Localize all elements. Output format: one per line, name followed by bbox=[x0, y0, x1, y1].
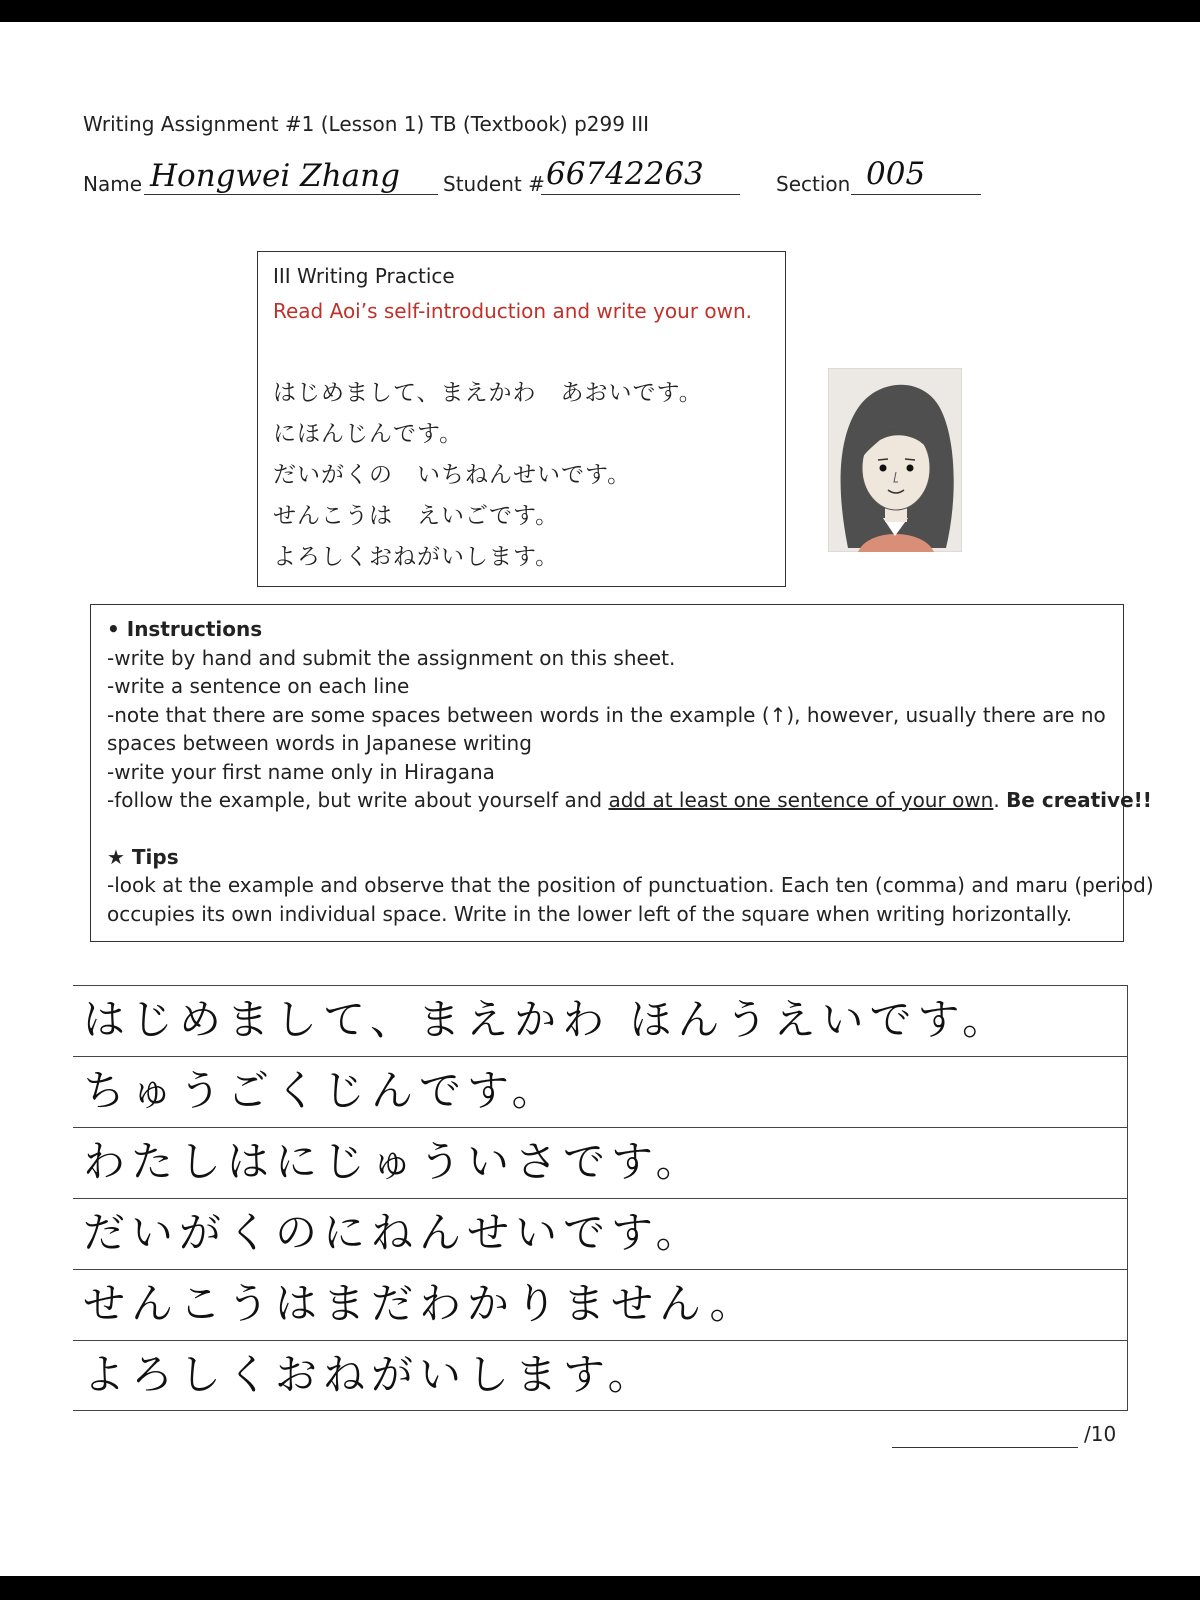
top-border-bar bbox=[0, 0, 1200, 22]
example-line: にほんじんです。 bbox=[273, 421, 464, 447]
student-number-line bbox=[541, 194, 740, 195]
handwritten-sentence: はじめまして、まえかわ ほんうえいです。 bbox=[83, 995, 1011, 1044]
name-handwritten-value: Hongwei Zhang bbox=[150, 158, 400, 194]
handwritten-sentence: よろしくおねがいします。 bbox=[83, 1350, 656, 1399]
example-line: せんこうは えいごです。 bbox=[273, 503, 560, 529]
instruction-line: -write by hand and submit the assignment on this sheet. bbox=[107, 646, 676, 670]
section-label: Section bbox=[776, 172, 851, 196]
score-total: /10 bbox=[1084, 1422, 1117, 1446]
tips-heading: ★ Tips bbox=[107, 845, 179, 869]
writing-practice-box bbox=[257, 251, 786, 587]
instruction-line: -write your first name only in Hiragana bbox=[107, 760, 495, 784]
writing-row bbox=[73, 985, 1128, 1056]
instruction-line-creative bbox=[107, 788, 1152, 812]
example-line: はじめまして、まえかわ あおいです。 bbox=[273, 380, 703, 406]
instructions-box bbox=[90, 604, 1154, 942]
example-line: よろしくおねがいします。 bbox=[273, 544, 560, 570]
aoi-portrait-illustration bbox=[828, 368, 962, 552]
example-line: だいがくの いちねんせいです。 bbox=[273, 462, 632, 488]
score-blank-line bbox=[892, 1447, 1078, 1448]
handwritten-sentence: だいがくのにねんせいです。 bbox=[83, 1208, 704, 1257]
student-number-handwritten-value: 66742263 bbox=[546, 156, 704, 192]
instruction-line: -note that there are some spaces between words in the example (↑), however, usually there are no bbox=[107, 703, 1106, 727]
writing-row bbox=[73, 1340, 1128, 1411]
instruction-line: -write a sentence on each line bbox=[107, 674, 410, 698]
assignment-title: Writing Assignment #1 (Lesson 1) TB (Textbook) p299 III bbox=[83, 112, 650, 136]
section-line bbox=[851, 194, 981, 195]
name-label: Name bbox=[83, 172, 143, 196]
instruction-underlined-text: add at least one sentence of your own bbox=[608, 788, 994, 812]
name-line bbox=[144, 194, 438, 195]
bottom-border-bar bbox=[0, 1576, 1200, 1600]
handwritten-sentence: せんこうはまだわかりません。 bbox=[83, 1279, 758, 1328]
tips-line: -look at the example and observe that the position of punctuation. Each ten (comma) and maru (period) bbox=[107, 873, 1154, 897]
practice-heading: III Writing Practice bbox=[273, 264, 455, 288]
instruction-text: -follow the example, but write about yourself and bbox=[107, 788, 609, 812]
instructions-heading: • Instructions bbox=[107, 617, 263, 641]
tips-line: occupies its own individual space. Write in the lower left of the square when writing horizontally. bbox=[107, 902, 1073, 926]
handwritten-sentence: ちゅうごくじんです。 bbox=[83, 1066, 560, 1115]
instruction-bold-text: Be creative!! bbox=[1006, 788, 1152, 812]
instruction-line: spaces between words in Japanese writing bbox=[107, 731, 532, 755]
handwritten-sentence: わたしはにじゅういさです。 bbox=[83, 1137, 704, 1186]
writing-row bbox=[73, 1056, 1128, 1127]
student-number-label: Student # bbox=[443, 172, 545, 196]
writing-row bbox=[73, 1127, 1128, 1198]
practice-subtitle: Read Aoi’s self-introduction and write your own. bbox=[273, 299, 753, 323]
writing-row bbox=[73, 1198, 1128, 1269]
instruction-period: . bbox=[993, 788, 1007, 812]
handwriting-answer-area bbox=[73, 985, 1128, 1411]
writing-row bbox=[73, 1269, 1128, 1340]
section-handwritten-value: 005 bbox=[866, 156, 926, 192]
